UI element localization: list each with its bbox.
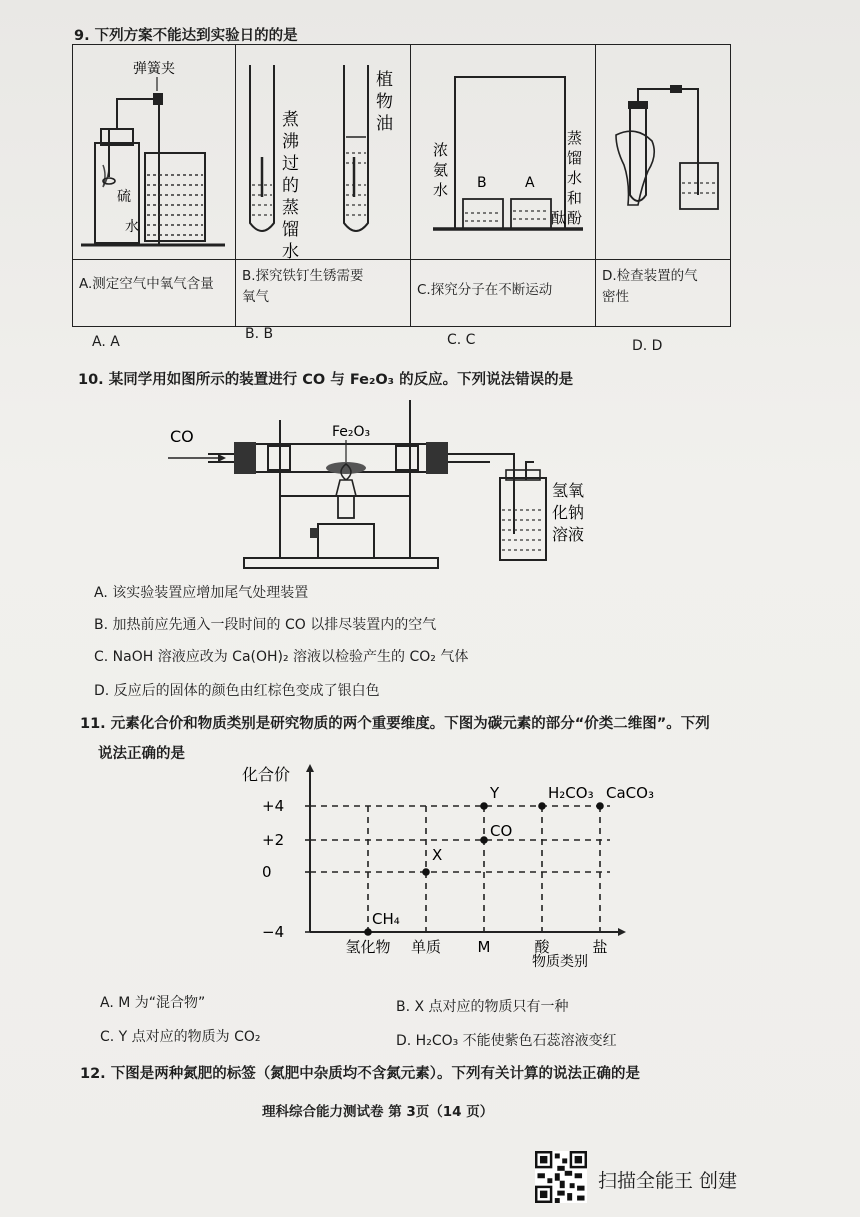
q9-figure-c xyxy=(411,45,596,260)
label-veg-oil-1: 植 xyxy=(376,70,393,90)
chart-point xyxy=(480,802,488,810)
y-tick-label: −4 xyxy=(262,923,285,941)
chart-point xyxy=(538,802,546,810)
q9-caption-d xyxy=(596,260,731,327)
q11-stem-line1: 11. 元素化合价和物质类别是研究物质的两个重要维度。下图为碳元素的部分“价类二维图”。下列 xyxy=(80,716,710,732)
label-co: CO xyxy=(170,427,194,446)
q10-stem: 10. 某同学用如图所示的装置进行 CO 与 Fe₂O₃ 的反应。下列说法错误的是 xyxy=(78,372,574,388)
chart-point xyxy=(480,836,488,844)
label-phenol-5: 酚 xyxy=(567,209,583,227)
label-boiled-water-1: 煮 xyxy=(282,110,299,130)
q9-stem: 9. 下列方案不能达到实验日的的是 xyxy=(74,28,298,44)
q9-caption-b-line2: 氧气 xyxy=(242,289,269,305)
label-water: 水 xyxy=(125,219,139,235)
chart-point xyxy=(596,802,604,810)
q11-valence-chart xyxy=(240,760,670,984)
q9-figure-a xyxy=(73,45,236,260)
chart-point-label: H₂CO₃ xyxy=(548,784,594,802)
label-phenol-4: 和 xyxy=(567,189,583,207)
x-axis-arrow xyxy=(618,928,626,936)
q10-option-c[interactable]: C. NaOH 溶液应改为 Ca(OH)₂ 溶液以检验产生的 CO₂ 气体 xyxy=(94,649,469,665)
q11-option-d[interactable]: D. H₂CO₃ 不能使紫色石蕊溶液变红 xyxy=(396,1033,617,1049)
chart-point-label: CH₄ xyxy=(372,910,400,928)
chart-point xyxy=(364,928,372,936)
x-category-label: M xyxy=(477,938,491,956)
q9-figure-b xyxy=(236,45,411,260)
qr-code-icon xyxy=(535,1151,587,1203)
q9-caption-d-line1: D.检查装置的气 xyxy=(602,268,698,284)
q9-caption-b-line1: B.探究铁钉生锈需要 xyxy=(242,268,364,284)
q9-answer-d[interactable]: D. D xyxy=(632,338,663,354)
chart-grid xyxy=(310,806,610,932)
label-naoh-1: 氢氧 xyxy=(552,481,585,500)
y-tick-label: +4 xyxy=(262,797,285,815)
q9-caption-b xyxy=(236,260,411,327)
label-boiled-water-2: 沸 xyxy=(282,132,299,152)
label-naoh-3: 溶液 xyxy=(552,525,585,544)
label-boiled-water-6: 馏 xyxy=(282,220,299,240)
q10-option-b[interactable]: B. 加热前应先通入一段时间的 CO 以排尽装置内的空气 xyxy=(94,617,437,633)
chart-point-label: X xyxy=(432,846,443,864)
page-footer: 理科综合能力测试卷 第 3页（14 页） xyxy=(262,1104,494,1120)
label-ammonia-2: 氨 xyxy=(433,161,449,179)
q10-apparatus-diagram xyxy=(160,400,600,572)
q9-answer-a[interactable]: A. A xyxy=(92,334,120,350)
label-beaker-b: B xyxy=(477,175,487,191)
q9-caption-a xyxy=(73,260,236,327)
q9-figure-d xyxy=(596,45,731,260)
q9-caption-d-line2: 密性 xyxy=(602,289,629,305)
q10-option-d[interactable]: D. 反应后的固体的颜色由红棕色变成了银白色 xyxy=(94,683,380,699)
chart-ylabel: 化合价 xyxy=(242,765,291,784)
x-category-label: 氢化物 xyxy=(345,938,391,956)
q10-option-a[interactable]: A. 该实验装置应增加尾气处理装置 xyxy=(94,585,309,601)
label-veg-oil-3: 油 xyxy=(376,114,393,134)
label-phenol-2: 馏 xyxy=(567,149,583,167)
chart-point-label: Y xyxy=(490,784,500,802)
label-ammonia-3: 水 xyxy=(433,181,449,199)
label-boiled-water-7: 水 xyxy=(282,242,299,259)
x-category-label: 单质 xyxy=(410,938,442,956)
label-boiled-water-4: 的 xyxy=(282,176,299,196)
q9-caption-c xyxy=(411,260,596,327)
label-ammonia-1: 浓 xyxy=(433,141,449,159)
q9-options-table xyxy=(72,44,731,327)
q11-stem-line2: 说法正确的是 xyxy=(98,746,185,762)
label-spring-clip: 弹簧夹 xyxy=(133,61,175,77)
q11-option-c[interactable]: C. Y 点对应的物质为 CO₂ xyxy=(100,1029,261,1045)
x-category-label: 盐 xyxy=(592,938,608,956)
label-beaker-a: A xyxy=(525,175,535,191)
chart-point xyxy=(422,868,430,876)
q11-option-b[interactable]: B. X 点对应的物质只有一种 xyxy=(396,999,569,1015)
label-fe2o3: Fe₂O₃ xyxy=(332,424,371,440)
label-sulfur: 硫 xyxy=(117,189,131,205)
chart-point-label: CaCO₃ xyxy=(606,784,654,802)
label-phenol-6: 酞 xyxy=(551,209,567,227)
q9-answer-c[interactable]: C. C xyxy=(447,332,476,348)
label-naoh-2: 化钠 xyxy=(552,503,585,522)
y-axis-arrow xyxy=(306,764,314,772)
chart-point-label: CO xyxy=(490,822,513,840)
chart-xlabel: 物质类别 xyxy=(532,954,588,970)
label-phenol-1: 蒸 xyxy=(567,129,583,147)
y-tick-label: +2 xyxy=(262,831,285,849)
y-tick-label: 0 xyxy=(262,863,272,881)
watermark-text: 扫描全能王 创建 xyxy=(598,1170,738,1192)
label-phenol-3: 水 xyxy=(567,169,583,187)
q9-answer-b[interactable]: B. B xyxy=(245,326,274,342)
q9-caption-c-text: C.探究分子在不断运动 xyxy=(417,282,553,298)
q9-caption-a-text: A.测定空气中氧气含量 xyxy=(79,276,214,292)
label-boiled-water-5: 蒸 xyxy=(282,198,299,218)
q12-stem: 12. 下图是两种氮肥的标签（氮肥中杂质均不含氮元素）。下列有关计算的说法正确的是 xyxy=(80,1066,640,1082)
x-category-label: 酸 xyxy=(534,938,550,956)
label-boiled-water-3: 过 xyxy=(282,154,299,174)
label-veg-oil-2: 物 xyxy=(376,92,393,112)
q11-option-a[interactable]: A. M 为“混合物” xyxy=(100,995,206,1011)
